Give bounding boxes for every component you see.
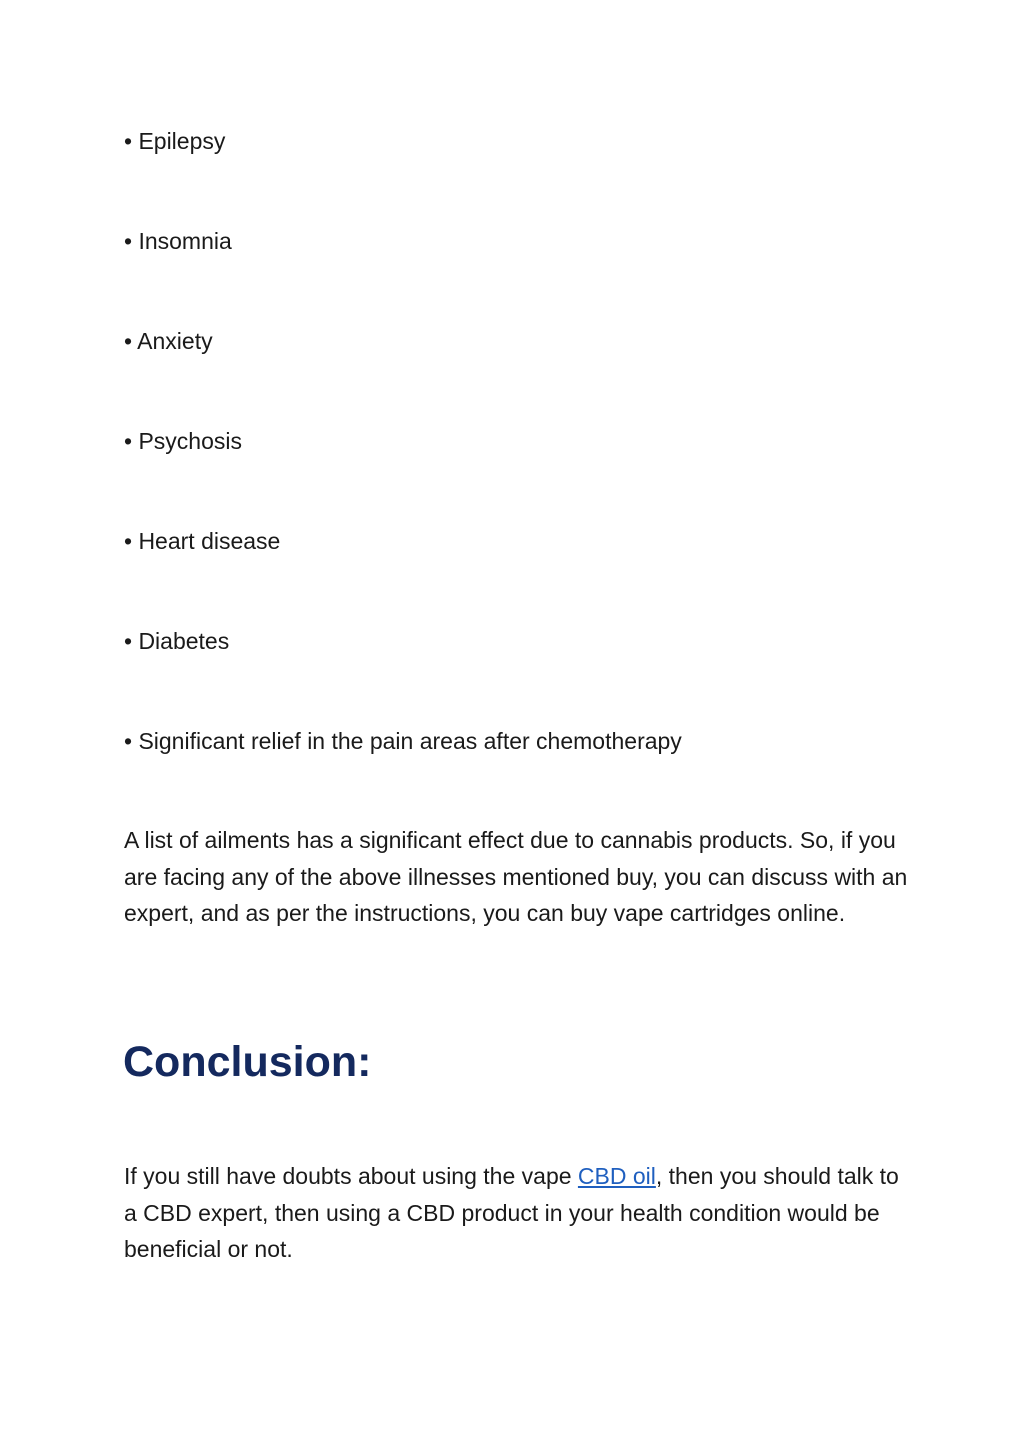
list-item: • Epilepsy (124, 128, 226, 154)
list-item: • Significant relief in the pain areas after chemotherapy (124, 728, 682, 754)
cbd-oil-link[interactable]: CBD oil (577, 1163, 656, 1189)
conclusion-paragraph (124, 1158, 914, 1268)
conclusion-text-after-link: , then you should talk to a CBD expert, then using a CBD product in your health condition would be beneficial or not. (124, 1163, 899, 1262)
conclusion-text-before-link: If you still have doubts about using the vape (124, 1163, 578, 1189)
list-item: • Anxiety (124, 328, 213, 354)
list-item: • Heart disease (124, 528, 281, 554)
ailments-paragraph: A list of ailments has a significant effect due to cannabis products. So, if you are facing any of the above illnesses mentioned buy, you can discuss with an expert, and as per the instructions, you can buy vape cartridges online. (124, 827, 908, 926)
ailment-list (124, 124, 682, 824)
conclusion-heading: Conclusion: (123, 1038, 372, 1086)
list-item: • Diabetes (124, 628, 230, 654)
list-item: • Psychosis (124, 428, 242, 454)
list-item: • Insomnia (124, 228, 232, 254)
